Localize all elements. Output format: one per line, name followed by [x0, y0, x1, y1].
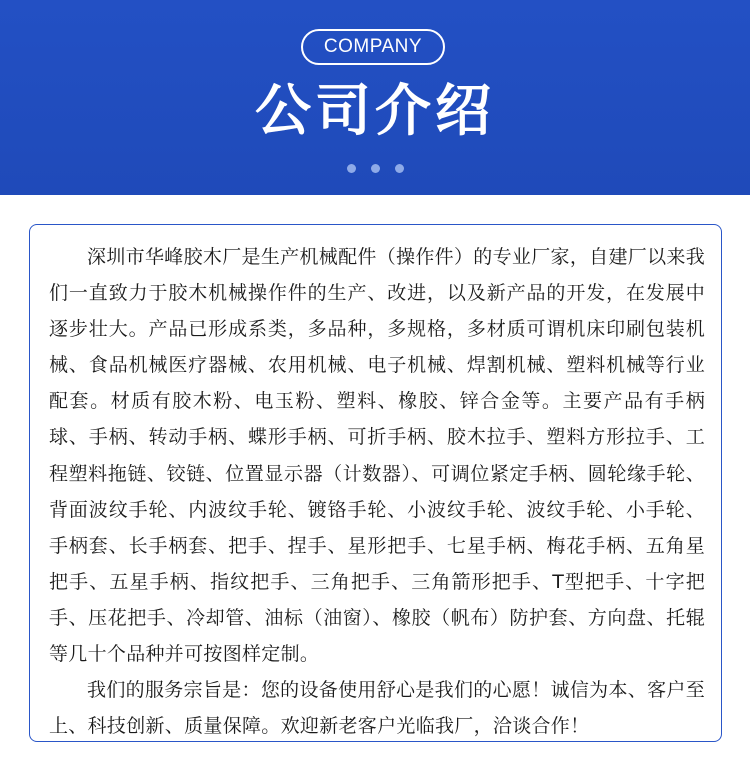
- pagination-dots: [0, 164, 750, 173]
- intro-text: [49, 239, 705, 744]
- intro-paragraph-1: 深圳市华峰胶木厂是生产机械配件（操作件）的专业厂家，自建厂以来我们一直致力于胶木机械操作件的生产、改进，以及新产品的开发，在发展中逐步壮大。产品已形成系类，多品种，多规格，多材质可谓机床印刷包装机械、食品机械医疗器械、农用机械、电子机械、焊割机械、塑料机械等行业配套。材质有胶木粉、电玉粉、塑料、橡胶、锌合金等。主要产品有手柄球、手柄、转动手柄、蝶形手柄、可折手柄、胶木拉手、塑料方形拉手、工程塑料拖链、铰链、位置显示器（计数器）、可调位紧定手柄、圆轮缘手轮、背面波纹手轮、内波纹手轮、镀铬手轮、小波纹手轮、波纹手轮、小手轮、手柄套、长手柄套、把手、捏手、星形把手、七星手柄、梅花手柄、五角星把手、五星手柄、指纹把手、三角把手、三角箭形把手、T型把手、十字把手、压花把手、冷却管、油标（油窗）、橡胶（帆布）防护套、方向盘、托辊等几十个品种并可按图样定制。: [49, 246, 705, 666]
- dot-3: [395, 164, 404, 173]
- dot-2: [371, 164, 380, 173]
- header-banner: [0, 0, 750, 195]
- page-title: 公司介绍: [255, 79, 495, 144]
- company-pill-label: COMPANY: [301, 29, 445, 65]
- intro-paragraph-2: 我们的服务宗旨是：您的设备使用舒心是我们的心愿！诚信为本、客户至上、科技创新、质量保障。欢迎新老客户光临我厂，洽谈合作！: [49, 679, 705, 738]
- dot-1: [347, 164, 356, 173]
- intro-card: [29, 224, 722, 742]
